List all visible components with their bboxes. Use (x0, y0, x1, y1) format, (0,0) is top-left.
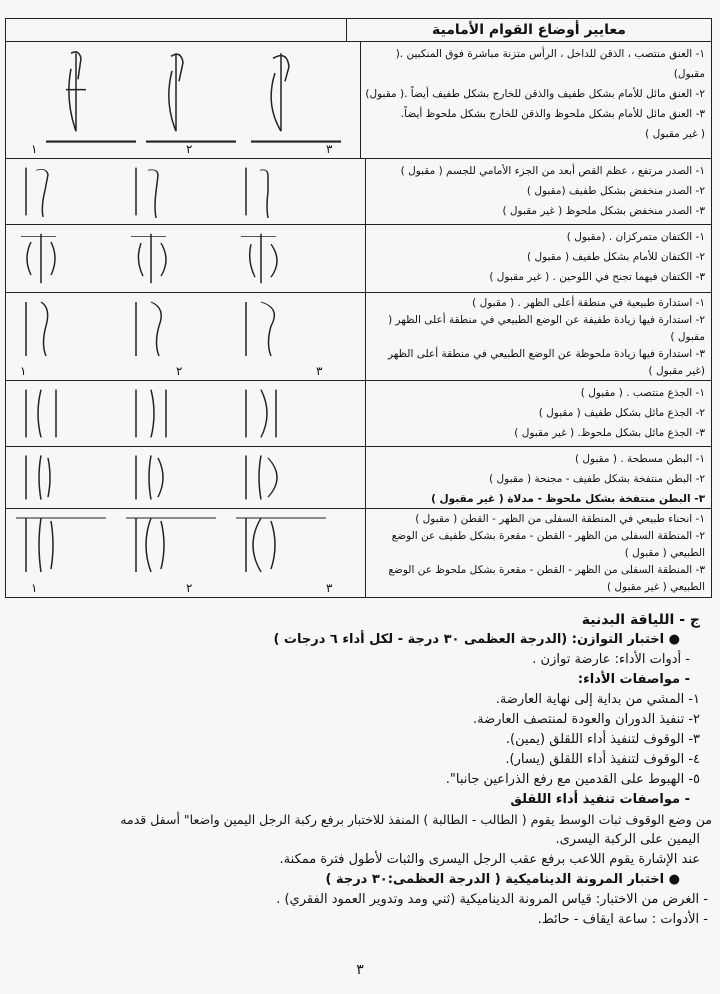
posture-figure-3 (236, 231, 326, 286)
table-row (6, 225, 711, 293)
posture-figure-2 (126, 515, 216, 575)
criterion-text: مقبول) (673, 68, 705, 80)
criterion-text: ٣- استدارة فيها زيادة ملحوظة عن الوضع الطبيعي في منطقة أعلى الظهر (388, 348, 705, 360)
flex-purpose: - الغرض من الاختبار: قياس المرونة الديناميكية (ثني ومد وتدوير العمود الفقري) . (276, 892, 708, 907)
criterion-text: مقبول ) (670, 331, 705, 343)
table-title: معايير أوضاع القوام الأمامية (432, 22, 626, 38)
balance-test-title: ● اختبار التوازن: (الدرجة العظمى ٣٠ درجة - لكل أداء ٦ درجات ) (273, 632, 680, 647)
posture-figure-3 (236, 515, 326, 575)
criterion-text: ( غير مقبول ) (645, 128, 705, 140)
criterion-text: ٣- البطن منتفخة بشكل ملحوظ - مدلاة ( غير مقبول ) (431, 493, 705, 505)
posture-figure-1 (16, 453, 106, 502)
table-header (6, 19, 711, 42)
figure-number: ٢ (186, 581, 193, 595)
table-row (6, 159, 711, 225)
criterion-text: الطبيعي ( غير مقبول ) (606, 581, 705, 593)
table-row (6, 381, 711, 447)
figure-number: ١ (31, 581, 38, 595)
figure-number: ٢ (186, 142, 193, 156)
spec-item: ٣- الوقوف لتنفيذ أداء اللقلق (يمين). (505, 732, 700, 747)
posture-figure-3 (251, 48, 341, 152)
criterion-text: ٢- الكتفان للأمام بشكل طفيف ( مقبول ) (527, 251, 705, 263)
table-row (6, 509, 711, 597)
stork-text: عند الإشارة يقوم اللاعب برفع عقب الرجل اليسرى والثبات لأطول فترة ممكنة. (279, 852, 700, 867)
posture-figure-1 (16, 231, 106, 286)
posture-figures (6, 509, 366, 597)
criteria-lower-back (366, 509, 711, 597)
stork-text: اليمين على الركبة اليسرى. (555, 832, 700, 847)
posture-figure-1 (46, 48, 136, 152)
criteria-trunk (366, 381, 711, 446)
spec-item: ٥- الهبوط على القدمين مع رفع الذراعين جانبا". (445, 772, 700, 787)
section-heading: ج - اللياقة البدنية (581, 612, 700, 628)
specs-heading: - مواصفات الأداء: (577, 672, 690, 687)
posture-figures (6, 381, 366, 446)
criteria-neck (361, 42, 711, 158)
page-number: ٣ (356, 962, 364, 978)
posture-figure-1 (16, 165, 106, 218)
criterion-text: الطبيعي ( مقبول ) (624, 547, 705, 559)
criteria-shoulders (366, 225, 711, 292)
criterion-text: ٢- العنق مائل للأمام بشكل طفيف والذقن للخارج بشكل طفيف أيضاً .( مقبول) (365, 88, 705, 100)
criteria-upper-back (366, 293, 711, 380)
criterion-text: ٣- الجذع مائل بشكل ملحوظ. ( غير مقبول ) (514, 427, 705, 439)
posture-figures (6, 159, 366, 224)
criteria-chest (366, 159, 711, 224)
criterion-text: ٢- الصدر منخفض بشكل طفيف (مقبول ) (526, 185, 705, 197)
criteria-abdomen (366, 447, 711, 508)
flex-test-title: ● اختبار المرونة الديناميكية ( الدرجة العظمى:٣٠ درجة ) (325, 872, 680, 887)
criterion-text: ١- البطن مسطحة . ( مقبول ) (574, 453, 705, 465)
posture-criteria-table (5, 18, 712, 598)
posture-figure-3 (236, 453, 326, 502)
posture-figure-3 (236, 387, 326, 440)
figure-number: ١ (20, 364, 27, 378)
posture-figure-2 (126, 453, 216, 502)
criterion-text: ١- الكتفان متمركزان . (مقبول ) (566, 231, 705, 243)
posture-figure-2 (146, 48, 236, 152)
figure-number: ١ (31, 142, 38, 156)
posture-figures (6, 447, 366, 508)
criterion-text: ١- الجذع منتصب . ( مقبول ) (580, 387, 705, 399)
spec-item: ٤- الوقوف لتنفيذ أداء اللقلق (يسار). (505, 752, 700, 767)
fitness-section (20, 610, 712, 930)
posture-figures (6, 293, 366, 380)
posture-figure-1 (16, 387, 106, 440)
stork-text: من وضع الوقوف ثبات الوسط يقوم ( الطالب - الطالبة ) المنفذ للاختبار برفع ركبة الرجل اليمين واضعا" أسفل قدمه (120, 812, 712, 827)
balance-tools: - أدوات الأداء: عارضة توازن . (532, 652, 690, 667)
posture-figure-2 (126, 387, 216, 440)
criterion-text: ٢- الجذع مائل بشكل طفيف ( مقبول ) (538, 407, 705, 419)
posture-figure-2 (126, 299, 216, 359)
stork-heading: - مواصفات تنفيذ أداء اللقلق (510, 792, 690, 807)
posture-figure-1 (16, 515, 106, 575)
criterion-text: ٣- المنطقة السفلى من الظهر - القطن - مقعرة بشكل ملحوظ عن الوضع (388, 564, 705, 576)
table-row (6, 447, 711, 509)
posture-figure-1 (16, 299, 106, 359)
criterion-text: ١- العنق منتصب ، الذقن للداخل ، الرأس متزنة مباشرة فوق المنكبين .( (395, 48, 705, 60)
table-row (6, 42, 711, 159)
figure-number: ٣ (316, 364, 323, 378)
figure-number: ٢ (176, 364, 183, 378)
criterion-text: ١- انحناء طبيعي في المنطقة السفلى من الظهر - القطن ( مقبول ) (415, 513, 705, 525)
criterion-text: ٢- البطن منتفخة بشكل طفيف - مجنحة ( مقبول ) (489, 473, 705, 485)
posture-figure-3 (236, 299, 326, 359)
criterion-text: ٣- الصدر منخفض بشكل ملحوظ ( غير مقبول ) (502, 205, 705, 217)
posture-figures (6, 42, 361, 158)
figure-number: ٣ (326, 581, 333, 595)
posture-figures (6, 225, 366, 292)
flex-tools: - الأدوات : ساعة ايقاف - حائط. (537, 912, 708, 927)
table-row (6, 293, 711, 381)
posture-figure-2 (126, 231, 216, 286)
criterion-text: ٢- المنطقة السفلى من الظهر - القطن - مقعرة بشكل طفيف عن الوضع (391, 530, 705, 542)
posture-figure-3 (236, 165, 326, 218)
spec-item: ١- المشي من بداية إلى نهاية العارضة. (495, 692, 700, 707)
spec-item: ٢- تنفيذ الدوران والعودة لمنتصف العارضة. (472, 712, 700, 727)
figure-number: ٣ (326, 142, 333, 156)
criterion-text: ٣- العنق مائل للأمام بشكل ملحوظ والذقن للخارج بشكل ملحوظ أيضاً. (400, 108, 705, 120)
criterion-text: ٢- استدارة فيها زيادة طفيفة عن الوضع الطبيعي في منطقة أعلى الظهر ( (388, 314, 705, 326)
criterion-text: (غير مقبول ) (648, 365, 705, 377)
criterion-text: ٣- الكتفان فيهما تجنح في اللوحين . ( غير مقبول ) (489, 271, 705, 283)
criterion-text: ١- الصدر مرتفع ، عظم القص أبعد من الجزء الأمامي للجسم ( مقبول ) (400, 165, 705, 177)
criterion-text: ١- استدارة طبيعية في منطقة أعلى الظهر . ( مقبول ) (472, 297, 705, 309)
posture-figure-2 (126, 165, 216, 218)
